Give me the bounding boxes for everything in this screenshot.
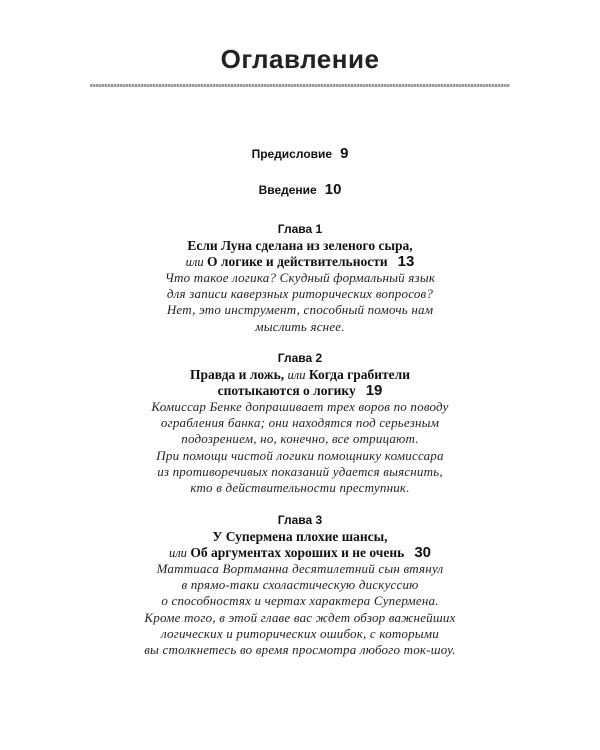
- page-title: Оглавление: [220, 44, 380, 74]
- toc-chapter-2[interactable]: [0, 350, 600, 496]
- description-line: При помощи чистой логики помощнику комиссара: [156, 447, 444, 463]
- description-line: Кроме того, в этой главе вас ждет обзор важнейших: [144, 609, 456, 625]
- description-line: для записи каверзных риторических вопросов?: [166, 286, 434, 302]
- description-line: подозрением, но, конечно, все отрицают.: [181, 431, 419, 447]
- toc-entry-intro[interactable]: [0, 181, 600, 198]
- chapter-title-line: У Супермена плохие шансы,: [212, 529, 388, 544]
- chapter-title-line: [0, 383, 600, 399]
- chapter-description: [0, 270, 600, 335]
- description-line: ограбления банка; они находятся под серьезным: [160, 415, 440, 431]
- description-line: мыслить яснее.: [255, 318, 345, 334]
- description-line: Нет, это инструмент, способный помочь нам: [166, 302, 434, 318]
- title-divider: [90, 84, 510, 87]
- chapter-subtitle: Об аргументах хороших и не очень: [190, 545, 405, 560]
- chapter-subtitle: спотыкаются о логику: [217, 383, 356, 398]
- description-line: Маттиаса Вортманна десятилетний сын втянул: [156, 561, 444, 576]
- entry-page-number: 9: [340, 145, 349, 162]
- entry-label: Введение: [258, 183, 317, 197]
- description-line: вы столкнетесь во время просмотра любого ток-шоу.: [144, 642, 456, 658]
- chapter-subtitle: О логике и действительности: [207, 254, 388, 269]
- chapter-title-line: [0, 367, 600, 383]
- chapter-title: [0, 238, 600, 270]
- chapter-title-part: Правда и ложь,: [190, 367, 285, 382]
- description-line: о способностях и чертах характера Супермена.: [161, 593, 439, 609]
- description-line: в прямо-таки схоластическую дискуссию: [181, 577, 419, 593]
- toc-chapter-1[interactable]: [0, 221, 600, 335]
- or-word: или: [287, 368, 306, 382]
- chapter-page-number: 19: [365, 382, 383, 399]
- chapter-page-number: 30: [414, 544, 431, 561]
- or-word: или: [185, 255, 204, 269]
- chapter-page-number: 13: [397, 253, 415, 270]
- chapter-title: [0, 367, 600, 399]
- chapter-description: [0, 399, 600, 496]
- description-line: из противоречивых показаний удается выяснить,: [157, 463, 443, 479]
- toc-entry-preface[interactable]: [0, 145, 600, 162]
- chapter-title: [0, 529, 600, 561]
- description-line: Комиссар Бенке допрашивает трех воров по поводу: [151, 399, 449, 414]
- chapter-title-line: [0, 254, 600, 270]
- chapter-title-line: [0, 545, 600, 561]
- entry-page-number: 10: [324, 181, 342, 198]
- description-line: кто в действительности преступник.: [190, 480, 410, 496]
- chapter-title-part: Когда грабители: [308, 367, 410, 382]
- or-word: или: [168, 546, 187, 560]
- chapter-label: Глава 3: [277, 513, 323, 527]
- toc-chapter-3[interactable]: [0, 512, 600, 658]
- entry-label: Предисловие: [251, 147, 333, 161]
- chapter-description: [0, 561, 600, 658]
- chapter-title-line: Если Луна сделана из зеленого сыра,: [187, 238, 413, 253]
- chapter-label: Глава 1: [277, 222, 323, 236]
- chapter-label: Глава 2: [277, 351, 323, 365]
- description-line: Что такое логика? Скудный формальный язык: [164, 270, 436, 285]
- description-line: логических и риторических ошибок, с которыми: [160, 625, 440, 641]
